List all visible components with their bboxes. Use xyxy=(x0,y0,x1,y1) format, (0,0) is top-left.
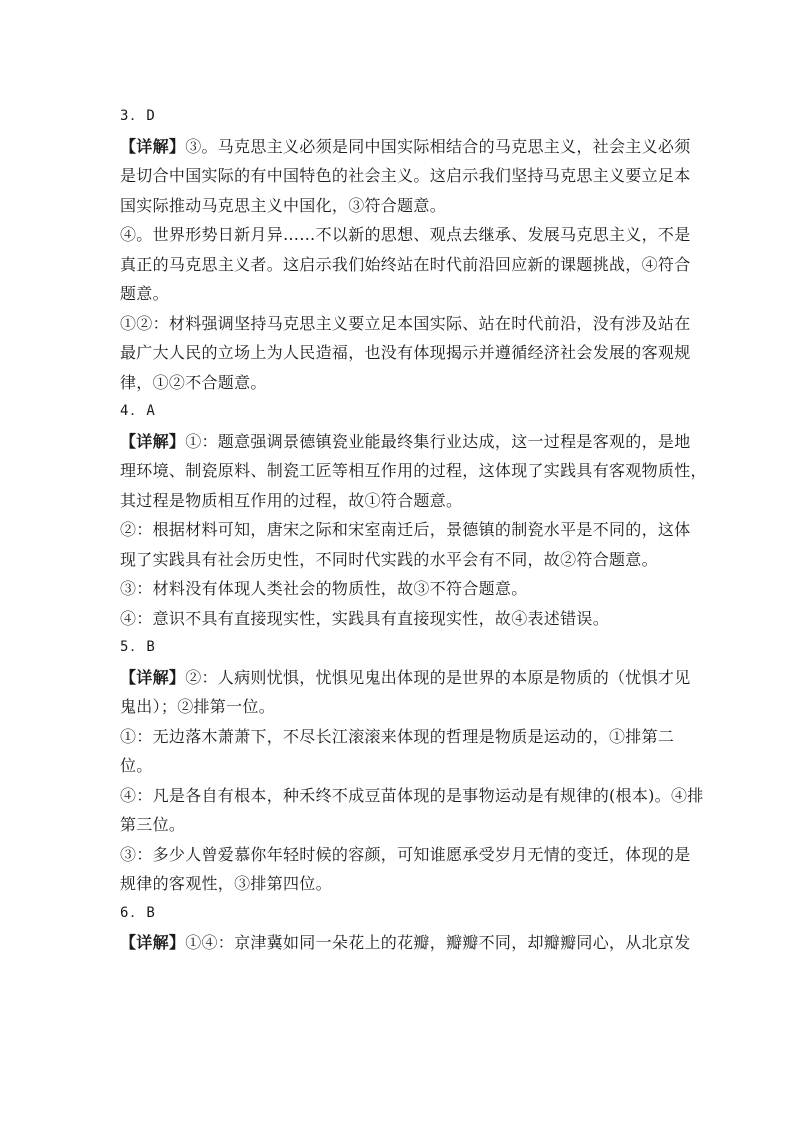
text-line xyxy=(120,928,691,958)
text-line: 鬼出）；②排第一位。 xyxy=(120,697,276,716)
document-page xyxy=(120,102,707,958)
text-line xyxy=(120,132,691,162)
text-line: 规律的客观性，③排第四位。 xyxy=(120,874,332,893)
text-line: 国实际推动马克思主义中国化，③符合题意。 xyxy=(120,195,447,215)
question-number: 4．A xyxy=(120,403,157,419)
question-number: 3．D xyxy=(120,108,157,124)
text-line: ④：凡是各自有根本，种禾终不成豆苗体现的是事物运动是有规律的(根本)。④排 xyxy=(120,785,704,805)
text-line: 是切合中国实际的有中国特色的社会主义。这启示我们坚持马克思主义要立足本 xyxy=(120,166,691,185)
text-span: ②：人病则忧惧，忧惧见鬼出体现的是世界的本原是物质的（忧惧才见 xyxy=(185,667,691,687)
text-span: ③。马克思主义必须是同中国实际相结合的马克思主义，社会主义必须 xyxy=(185,136,691,156)
text-line: ②：根据材料可知，唐宋之际和宋室南迁后，景德镇的制瓷水平是不同的，这体 xyxy=(120,520,691,539)
text-span: ①④：京津冀如同一朵花上的花瓣，瓣瓣不同，却瓣瓣同心，从北京发 xyxy=(185,933,691,952)
text-span: ①：题意强调景德镇瓷业能最终集行业达成，这一过程是客观的，是地 xyxy=(185,431,691,451)
text-line: 真正的马克思主义者。这启示我们始终站在时代前沿回应新的课题挑战，④符合 xyxy=(120,254,691,274)
text-line: ③：多少人曾爱慕你年轻时候的容颜，可知谁愿承受岁月无情的变迁，体现的是 xyxy=(120,844,691,864)
text-line: 现了实践具有社会历史性，不同时代实践的水平会有不同，故②符合题意。 xyxy=(120,549,658,569)
text-line: 其过程是物质相互作用的过程，故①符合题意。 xyxy=(120,490,463,510)
text-line: ①：无边落木萧萧下，不尽长江滚滚来体现的哲理是物质是运动的，①排第二 xyxy=(120,726,675,746)
text-line: 位。 xyxy=(120,756,153,775)
detail-tag: 【详解】 xyxy=(120,667,186,687)
text-line xyxy=(120,427,691,457)
text-line: 理环境、制瓷原料、制瓷工匠等相互作用的过程，这体现了实践具有客观物质性， xyxy=(120,461,707,480)
detail-tag: 【详解】 xyxy=(120,431,186,451)
text-line: 第三位。 xyxy=(120,815,186,834)
text-line: ①②：材料强调坚持马克思主义要立足本国实际、站在时代前沿，没有涉及站在 xyxy=(120,313,691,333)
question-number: 5．B xyxy=(120,639,157,655)
text-line: ④：意识不具有直接现实性，实践具有直接现实性，故④表述错误。 xyxy=(120,608,610,628)
text-line: 最广大人民的立场上为人民造福，也没有体现揭示并遵循经济社会发展的客观规 xyxy=(120,343,691,362)
text-line xyxy=(120,663,691,693)
detail-tag: 【详解】 xyxy=(120,136,186,156)
text-line: ④。世界形势日新月异……不以新的思想、观点去继承、发展马克思主义，不是 xyxy=(120,225,691,244)
detail-tag: 【详解】 xyxy=(120,933,186,952)
text-line: 题意。 xyxy=(120,284,169,303)
question-number: 6．B xyxy=(120,904,157,921)
text-line: 律，①②不合题意。 xyxy=(120,372,267,392)
text-line: ③：材料没有体现人类社会的物质性，故③不符合题意。 xyxy=(120,579,528,598)
